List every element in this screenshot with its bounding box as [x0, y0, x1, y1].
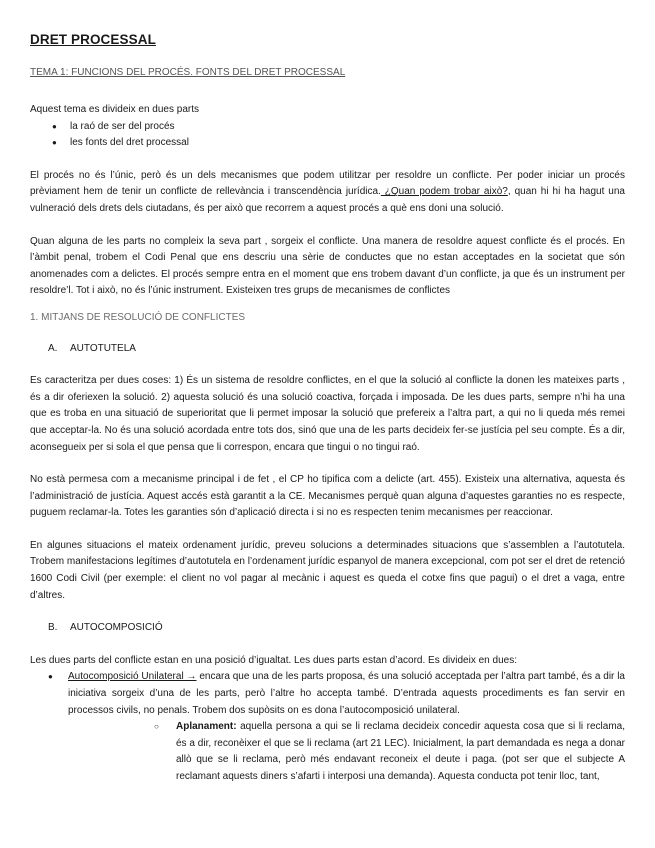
subheading-autocomposicio: [30, 620, 625, 637]
subheading-letter: A.: [48, 342, 58, 354]
topic-subtitle: TEMA 1: FUNCIONS DEL PROCÉS. FONTS DEL DRET PROCESSAL: [30, 67, 346, 78]
paragraph-6: Les dues parts del conflicte estan en una posició d’igualtat. Les dues parts estan d’acord. Es divideix en dues:: [30, 654, 517, 666]
list-item-unilateral: [30, 669, 625, 719]
question-link: ¿Quan podem trobar això?: [380, 186, 508, 198]
paragraph-1: [30, 168, 625, 218]
bullet-icon: ●: [48, 672, 53, 682]
list-item: ● les fonts del dret processal: [52, 135, 625, 152]
list-subitem-text: aquella persona a qui se li reclama decideix concedir aquesta cosa que si li reclama, és a dir, reconèixer el que se li reclama (art 21 LEC). Inicialment, la part demandada es nega a donar allò que se li reclama, però més endavant reconeix el deute i paga. (pot ser que el subjecte A reclamant aquests diners s’afarti i interposi una demanda). Aquesta conducta pot tenir lloc, tant,: [176, 721, 625, 782]
circle-bullet-icon: ○: [154, 722, 159, 732]
section-heading-1: 1. MITJANS DE RESOLUCIÓ DE CONFLICTES: [30, 311, 246, 323]
paragraph-5: En algunes situacions el mateix ordenament jurídic, preveu solucions a determinades situacions que s’assemblen a l’autotutela. Trobem manifestacions legítimes d’autotutela en l’ordenament jurídic espanyol de manera excepcional, com pot ser el dret de retenció 1600 Codi Civil (per exemple: el client no vol pagar al mecànic i aquest es queda el cotxe fins que pagui) o el dret a vaga, entre d’altres.: [30, 539, 625, 601]
list-item-label: Autocomposició Unilateral →: [68, 671, 197, 683]
subheading-autotutela: [30, 341, 625, 358]
paragraph-1-start: El procés no és l’únic, però és un dels mecanismes que podem utilitzar per resoldre un conflicte. Per poder iniciar un procés prèviament hem de tenir un conflicte de rellevància i transcendència jurídica.: [30, 169, 625, 198]
intro-text: Aquest tema es divideix en dues parts: [30, 104, 199, 115]
paragraph-2: Quan alguna de les parts no compleix la seva part , sorgeix el conflicte. Una manera de resoldre aquest conflicte és el procés. En l’àmbit penal, trobem el Codi Penal que ens descriu una sèrie de conductes que no estan acceptades en la societat que són anomenades com a delictes. El procés sempre entra en el moment que ens trobem davant d’un conflicte, ja que és un instrument per resoldre’l. Tot i això, no és l’únic instrument. Existeixen tres grups de mecanismes de conflictes: [30, 235, 625, 297]
paragraph-1-end: , quan hi hi ha hagut una vulneració dels drets dels ciutadans, és per això que recorrem a aquest procés a què ens doni una solució.: [30, 186, 625, 214]
document-title: DRET PROCESSAL: [30, 32, 156, 47]
paragraph-3: Es caracteritza per dues coses: 1) És un sistema de resoldre conflictes, en el que la solució al conflicte la donen les mateixes parts , és a dir oferiexen la solució. 2) aquesta solució és una solució coactiva, forçada i imposada. De les dues parts, sempre n’hi ha una que es troba en una situació de superioritat que li permet imposar la solució que prefereix a l’altra part, a qui no li queda més remei que acceptar-la. No és una solució acordada entre tots dos, sinó que una de les parts decideix fer-se justícia pel seu compte. És a dir, aconsegueix per si sola el que pensa que li correspon, encara que tingui o no tingui raó.: [30, 375, 625, 453]
list-item: ● la raó de ser del procés: [52, 119, 625, 136]
list-item-text: encara que una de les parts proposa, és una solució acceptada per l’altra part també, és a dir la iniciativa sorgeix d’una de les parts, però l’altre ho accepta també. D’entrada aquests procediments es fan servir en processos civils, no penals. Trobem dos supòsits on es dona l’autocomposició unilateral.: [68, 671, 625, 716]
subheading-text: AUTOTUTELA: [70, 342, 136, 354]
subheading-letter: B.: [48, 622, 58, 634]
intro-list: [30, 119, 625, 152]
paragraph-4: No està permesa com a mecanisme principal i de fet , el CP ho tipifica com a delicte (art. 455). Existeix una alternativa, aquesta és l’administració de justícia. Aquest accés està garantit a la CE. Mecanismes perquè quan alguna d’aquestes garanties no es respecte, puguem reclamar-la. Totes les garanties són d’aplicació directa i si no es respecten tenim mecanismes per reaccionar.: [30, 474, 625, 519]
subheading-text: AUTOCOMPOSICIÓ: [70, 622, 163, 634]
list-subitem-aplanament: [30, 719, 625, 785]
list-subitem-label: Aplanament:: [176, 721, 237, 733]
